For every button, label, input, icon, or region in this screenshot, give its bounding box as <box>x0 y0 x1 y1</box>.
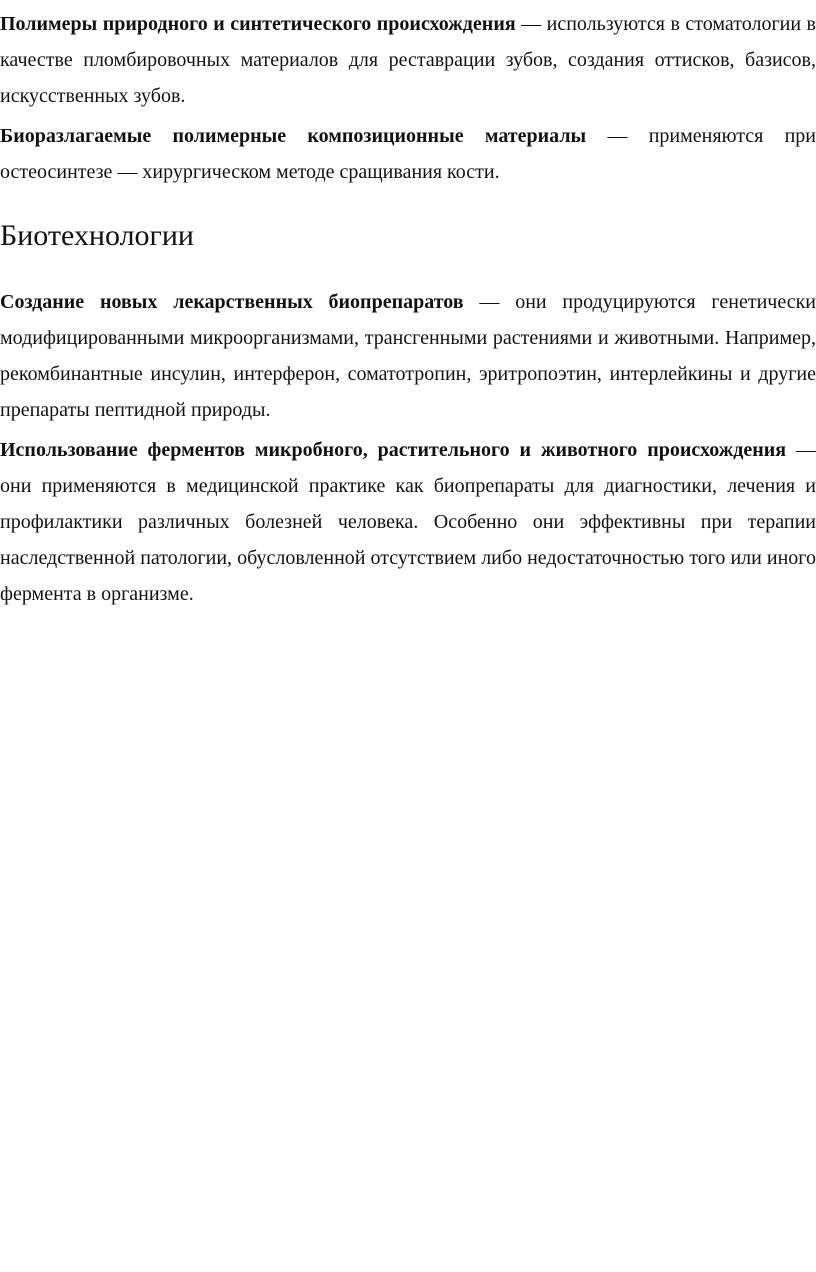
paragraph-polymers <box>0 6 816 114</box>
paragraph-biodegradable <box>0 118 816 190</box>
text-polymers: — используются в стоматологии в качестве пломбировочных материалов для реставрации зубов, создания оттисков, базисов, искусственных зубов. <box>0 13 816 107</box>
term-biodegradable: Биоразлагаемые полимерные композиционные материалы <box>0 125 587 147</box>
document-page <box>0 0 816 612</box>
paragraph-biopreparations <box>0 284 816 428</box>
term-enzymes: Использование ферментов микробного, растительного и животного происхождения <box>0 439 787 461</box>
text-biopreparations: — они продуцируются генетически модифицированными микроорганизмами, трансгенными растениями и животными. Например, рекомбинантные инсулин, интерферон, соматотропин, эритропоэтин, интерлейкины и другие препараты пептидной природы. <box>0 291 816 421</box>
term-biopreparations: Создание новых лекарственных биопрепаратов <box>0 291 464 313</box>
paragraph-enzymes <box>0 432 816 612</box>
text-biodegradable: — применяются при остеосинтезе — хирургическом методе сращивания кости. <box>0 125 816 183</box>
term-polymers: Полимеры природного и синтетического происхождения <box>0 13 516 35</box>
heading-biotechnologies: Биотехнологии <box>0 219 194 252</box>
text-enzymes: — они применяются в медицинской практике как биопрепараты для диагностики, лечения и профилактики различных болезней человека. Особенно они эффективны при терапии наследственной патологии, обусловленной отсутствием либо недостаточностью того или иного фермента в организме. <box>0 439 816 605</box>
